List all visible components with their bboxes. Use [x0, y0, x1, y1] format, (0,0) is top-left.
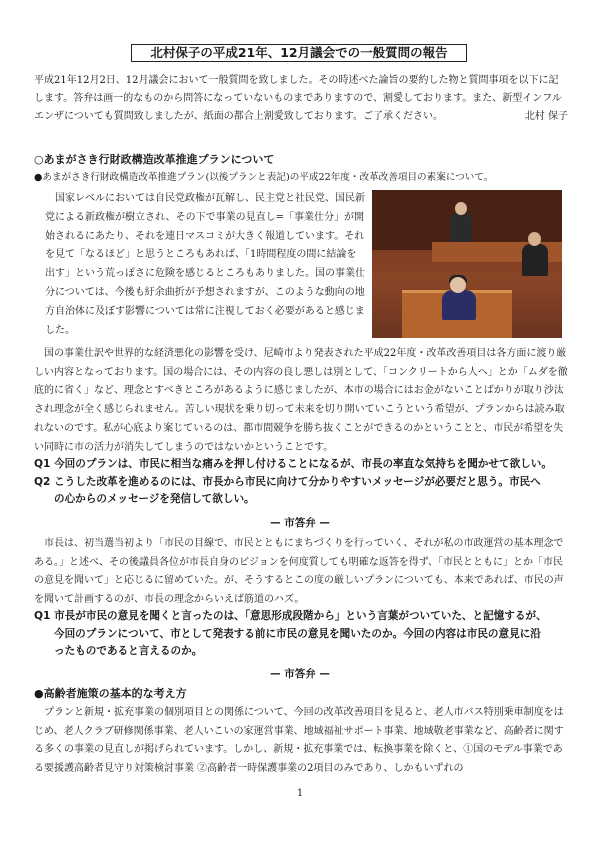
report-title: 北村保子の平成21年、12月議会での一般質問の報告	[131, 44, 467, 62]
question-q2-line2: の心からのメッセージを発信して欲しい。	[54, 493, 255, 505]
section-heading-plan: ○あまがさき行財政構造改革推進プランについて	[34, 153, 275, 166]
paragraph-elderly-policy: プランと新規・拡充事業の個別項目との関係について、今回の改革改善項目を見ると、老人市バス特別乗車制度をはじめ、老人クラブ研修関係事業、老人いこいの家運営事業、地域福祉サポート事業、地域敬老事業など、高齢者に関する多くの事業の見直しが掲げられています。しかし、新規・拡充事業では、転換事業を除くと、①国のモデル事業である要援護高齢者見守り対策検討事業 ②高齢者一時保護事業の2項目のみであり、しかもいずれの	[34, 707, 564, 775]
question-block-2	[34, 608, 574, 661]
paragraph-mayor-principle: 市長は、初当選当初より「市民の目線で、市民とともにまちづくりを行っていく、それが私の市政運営の基本理念である。」と述べ、その後議員各位が市長自身のビジョンを何度質しても明確な返答を得ず、「市民とともに」とか「市民の意見を聞いて」と応じるに留めていた。が、そうするとこの度の厳しいプランについても、本来であれば、市民の声を聞いて計画するのが、市長の理念からいえば筋道のハズ。	[34, 538, 564, 606]
paragraph-text: 国家レベルにおいては自民党政権が瓦解し、民主党と社民党、国民新党による新政権が樹立され、その下で事業の見直し=「事業仕分」が開始されるにあたり、それを連日マスコミが大きく報道しています。それを見て「なるほど」と思うところもあれば、「1時間程度の間に結論を出す」という荒っぽさに危険を感じるところもありました。国の事業仕分については、今後も紆余曲折が予想されますが、このような動向の地方自治体に及ぼす影響については常に注視しておく必要があると感じました。	[45, 193, 365, 336]
paragraph-city-plan: 国の事業仕訳や世界的な経済悪化の影響を受け、尼崎市より発表された平成22年度・改革改善項目は各方面に渡り厳しい内容となっております。国の場合には、その内容の良し悪しは別として、「コンクリートから人へ」とか「ムダを徹底的に省く」など、理念とすべきところがあるように感じましたが、本市の場合にはお金がないことばかりが取り沙汰され理念が全く感じられません。苦しい現状を乗り切って未来を切り開いていこうという希望が、プランからは読み取れないのです。私が心底より案じているのは、都市間競争を勝ち抜くことができるのかということと、市民が希望を失い同時に市の活力が消失してしまうのではないかということです。	[34, 348, 568, 453]
council-photo	[372, 190, 562, 338]
question-q3-line2: 今回のプランについて、市として発表する前に市民の意見を聞いたのか。今回の内容は市民の意見に沿	[54, 627, 541, 640]
city-answer-heading: — 市答弁 —	[270, 517, 330, 529]
city-answer-heading-2: — 市答弁 —	[270, 668, 330, 680]
question-q3-line3: ったものであると言えるのか。	[54, 645, 203, 657]
question-block-1	[34, 456, 574, 509]
intro-paragraph	[34, 72, 568, 126]
section-heading-elderly: ●高齢者施策の基本的な考え方	[34, 687, 187, 700]
question-q3-line1: Q1 市長が市民の意見を聞くと言ったのは、「意思形成段階から」という言葉がついていた、と記憶するが、	[34, 610, 547, 622]
paragraph-national-reform	[45, 190, 365, 340]
section-subheading-plan: ●あまがさき行財政構造改革推進プラン(以後プランと表記)の平成22年度・改革改善項目の素案について。	[34, 172, 494, 183]
signer-name: 北村 保子	[524, 111, 568, 122]
page-number: 1	[296, 788, 304, 799]
intro-text: 平成21年12月2日、12月議会において一般質問を致しました。その時述べた論旨の要約した物と質問事項を以下に記します。答弁は画一的なものから問答になっていないものまでありますので、割愛しております。また、新型インフルエンザについても質問致しましたが、紙面の都合上割愛致しております。ご了承ください。	[34, 75, 562, 122]
question-q1: Q1 今回のプランは、市民に相当な痛みを押し付けることになるが、市長の率直な気持ちを聞かせて欲しい。	[34, 458, 552, 470]
question-q2-line1: Q2 こうした改革を進めるのには、市長から市民に向けて分かりやすいメッセージが必要だと思う。市民へ	[34, 475, 541, 488]
